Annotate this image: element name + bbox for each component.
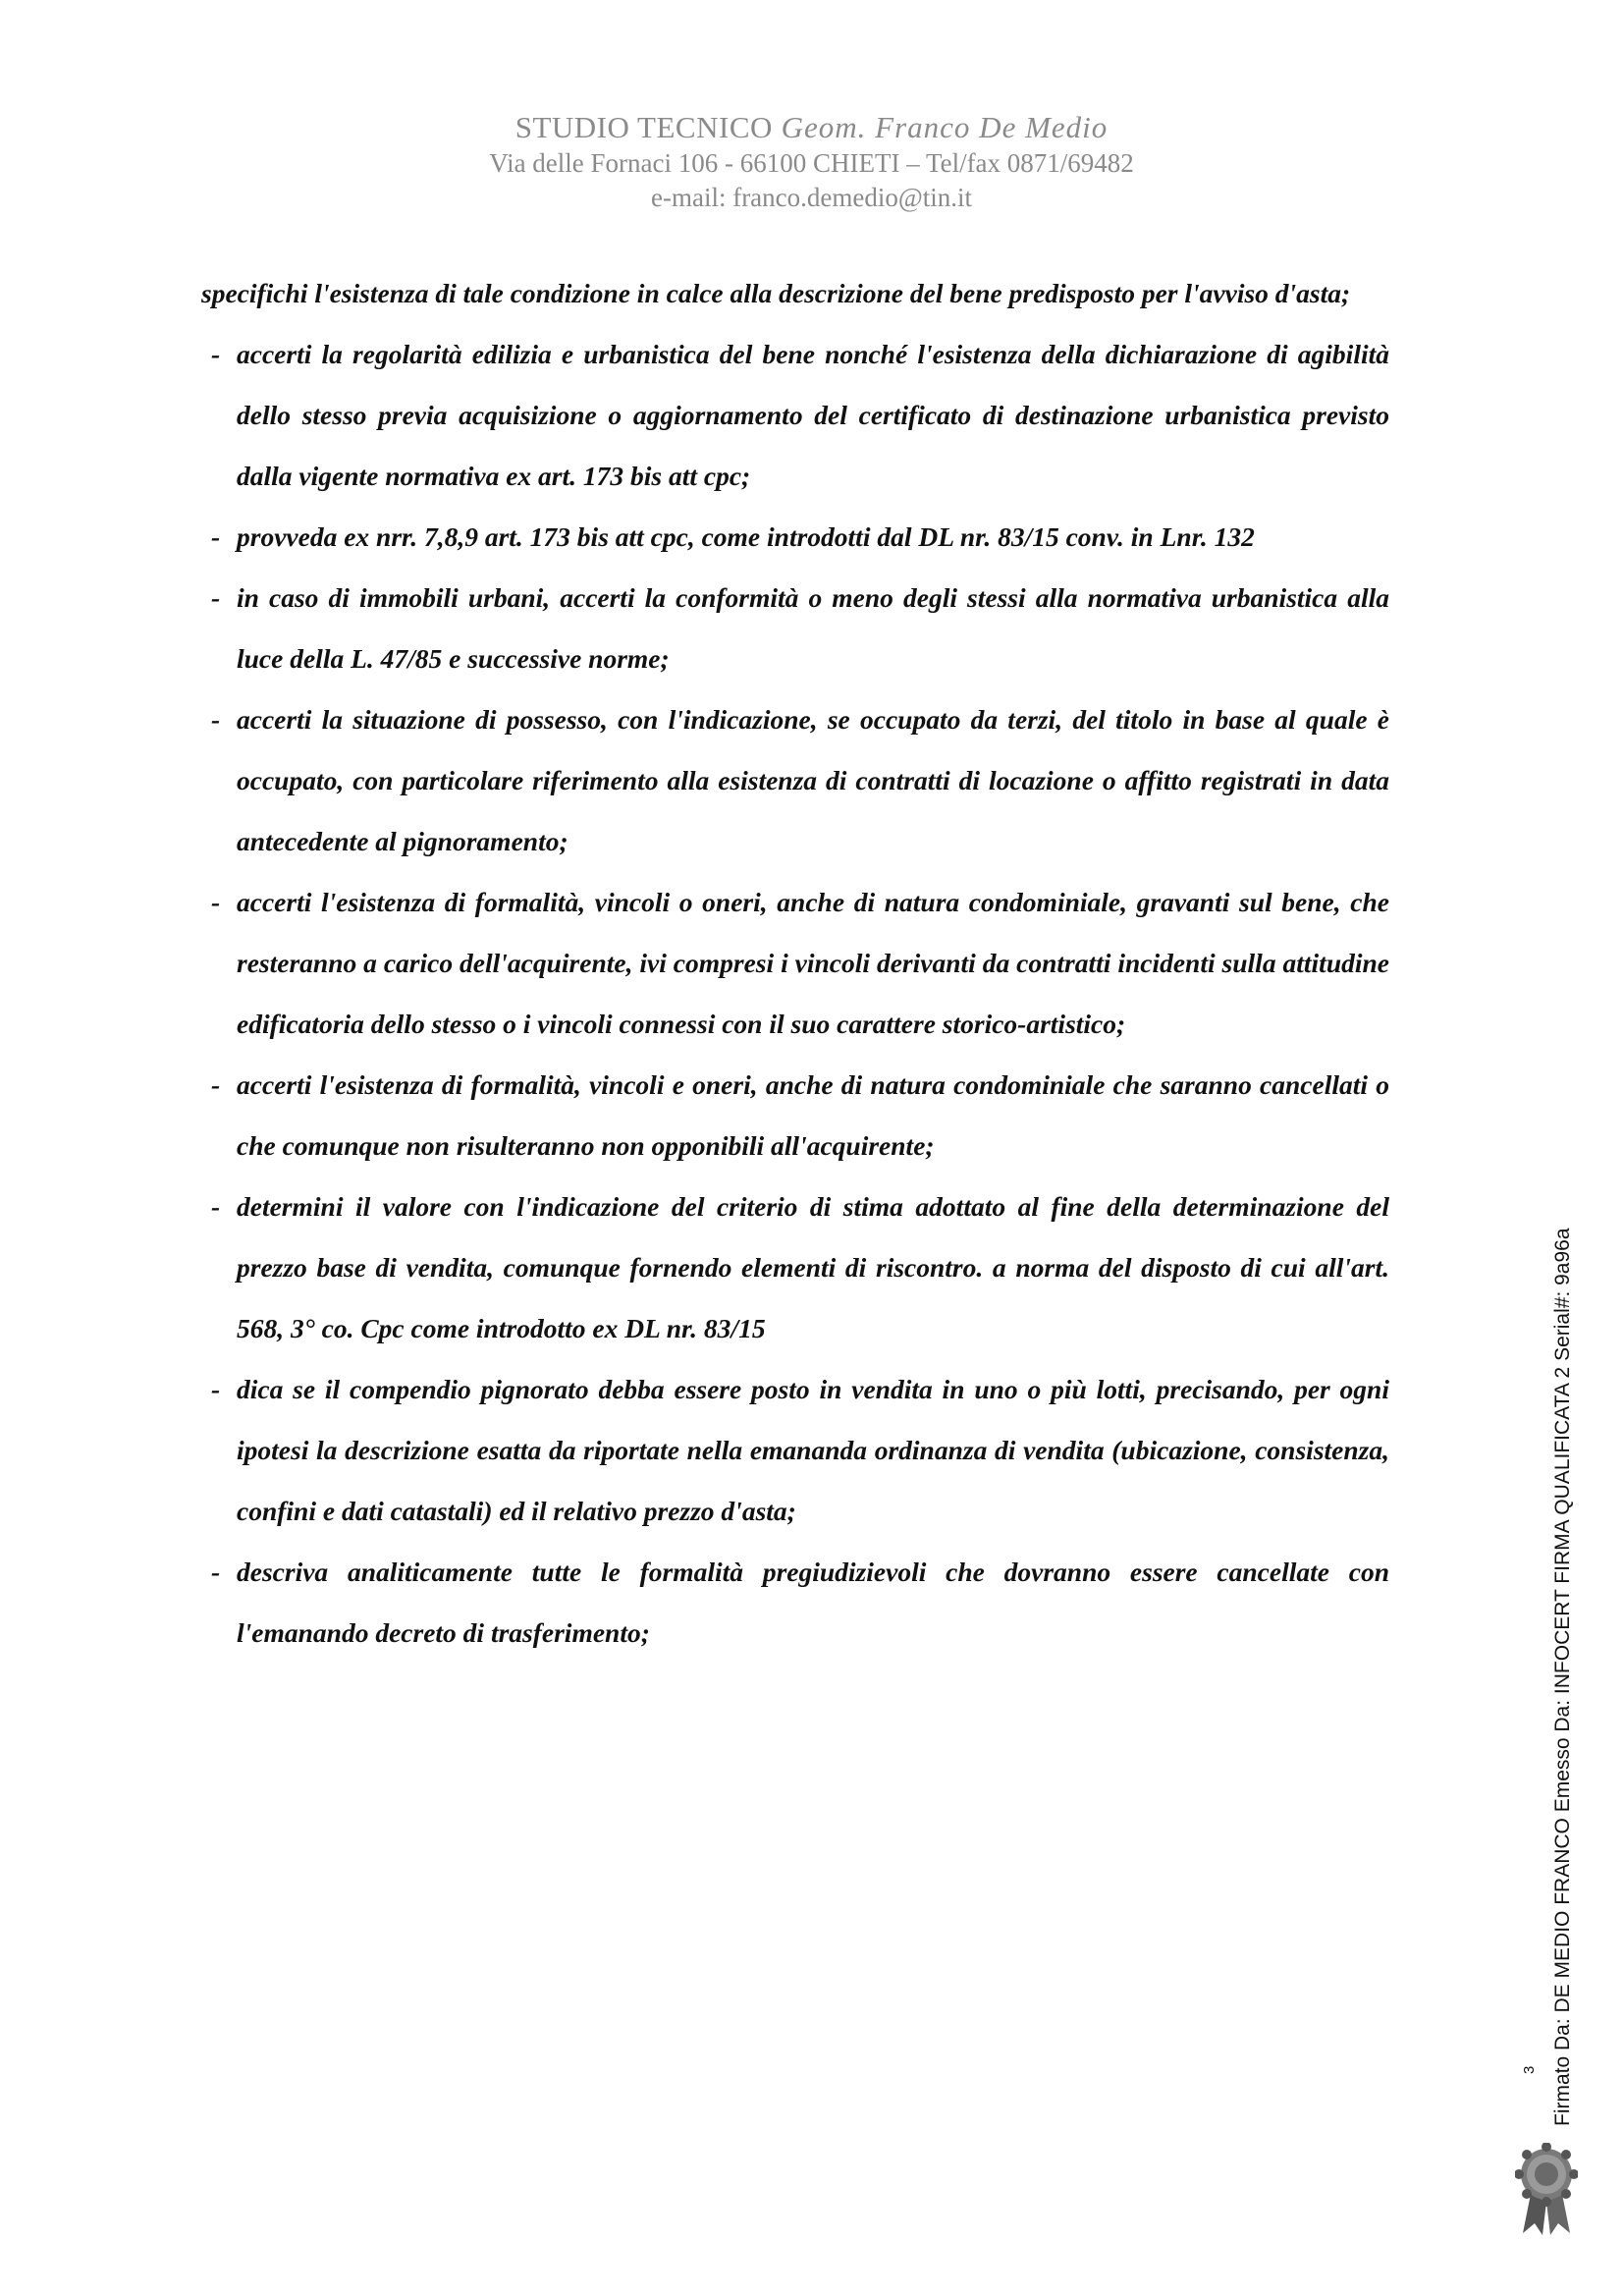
letterhead-email: e-mail: franco.demedio@tin.it <box>650 183 972 212</box>
bullet-text: provveda ex nrr. 7,8,9 art. 173 bis att cpc, come introdotti dal DL nr. 83/15 conv. in Lnr. 132 <box>237 521 1255 552</box>
bullet-text: accerti l'esistenza di formalità, vincoli e oneri, anche di natura condominiale che saranno cancellati o che comunque non risulteranno non opponibili all'acquirente; <box>237 1069 1389 1161</box>
bullet-dash: - <box>211 704 221 735</box>
bullet-item <box>201 1359 1389 1542</box>
bullet-text: accerti la regolarità edilizia e urbanistica del bene nonché l'esistenza della dichiarazione di agibilità dello stesso previa acquisizione o aggiornamento del certificato di destinazione urbanistica previsto dalla vigente normativa ex art. 173 bis att cpc; <box>237 339 1389 491</box>
bullet-item <box>201 568 1389 689</box>
document-body <box>201 263 1389 1664</box>
bullet-text: accerti l'esistenza di formalità, vincoli o oneri, anche di natura condominiale, gravanti sul bene, che resteranno a carico dell'acquirente, ivi compresi i vincoli derivanti da contratti incidenti sulla attitudine edificatoria dello stesso o i vincoli connessi con il suo carattere storico-artistico; <box>237 887 1389 1039</box>
bullet-item <box>201 324 1389 507</box>
surveyor-name: Geom. Franco De Medio <box>781 110 1109 144</box>
bullet-dash: - <box>211 1374 221 1404</box>
bullet-item <box>201 689 1389 872</box>
bullet-item <box>201 507 1389 568</box>
bullet-text: dica se il compendio pignorato debba essere posto in vendita in uno o più lotti, precisando, per ogni ipotesi la descrizione esatta da riportate nella emananda ordinanza di vendita (ubicazione, consistenza, confini e dati catastali) ed il relativo prezzo d'asta; <box>237 1374 1389 1526</box>
bullet-dash: - <box>211 339 221 369</box>
paragraph-0: specifichi l'esistenza di tale condizione in calce alla descrizione del bene predisposto per l'avviso d'asta; <box>201 278 1351 308</box>
bullet-text: determini il valore con l'indicazione del criterio di stima adottato al fine della determinazione del prezzo base di vendita, comunque fornendo elementi di riscontro. <box>237 1191 1389 1283</box>
bullet-dash: - <box>211 887 221 917</box>
letterhead-title <box>0 110 1623 145</box>
page-number: 3 <box>1521 2065 1538 2074</box>
letterhead-address: Via delle Fornaci 106 - 66100 CHIETI – Tel/fax 0871/69482 <box>489 148 1134 178</box>
studio-label: STUDIO TECNICO <box>514 110 773 144</box>
bullet-dash: - <box>211 1191 221 1222</box>
digital-signature-stamp: Firmato Da: DE MEDIO FRANCO Emesso Da: INFOCERT FIRMA QUALIFICATA 2 Serial#: 9a96a <box>1551 1228 1574 2126</box>
bullet-text-emphasis: a norma del disposto di cui all'art. 568, 3° co. Cpc come introdotto ex DL nr. 83/15 <box>237 1252 1390 1343</box>
bullet-item <box>201 1055 1389 1176</box>
seal-icon <box>1515 2143 1578 2237</box>
bullet-item <box>201 1176 1389 1359</box>
bullet-dash: - <box>211 1069 221 1100</box>
bullet-dash: - <box>211 1557 221 1587</box>
bullet-text: descriva analiticamente tutte le formalità pregiudizievoli che dovranno essere cancellate con l'emanando decreto di trasferimento; <box>237 1557 1389 1648</box>
bullet-item <box>201 872 1389 1055</box>
bullet-text: in caso di immobili urbani, accerti la conformità o meno degli stessi alla normativa urbanistica alla luce della L. 47/85 e successive norme; <box>237 582 1389 674</box>
letterhead <box>0 110 1623 214</box>
bullet-dash: - <box>211 582 221 613</box>
bullet-text: accerti la situazione di possesso, con l'indicazione, se occupato da terzi, del titolo in base al quale è occupato, con particolare riferimento alla esistenza di contratti di locazione o affitto registrati in data antecedente al pignoramento; <box>237 704 1389 856</box>
bullet-dash: - <box>211 521 221 552</box>
bullet-item <box>201 1542 1389 1664</box>
